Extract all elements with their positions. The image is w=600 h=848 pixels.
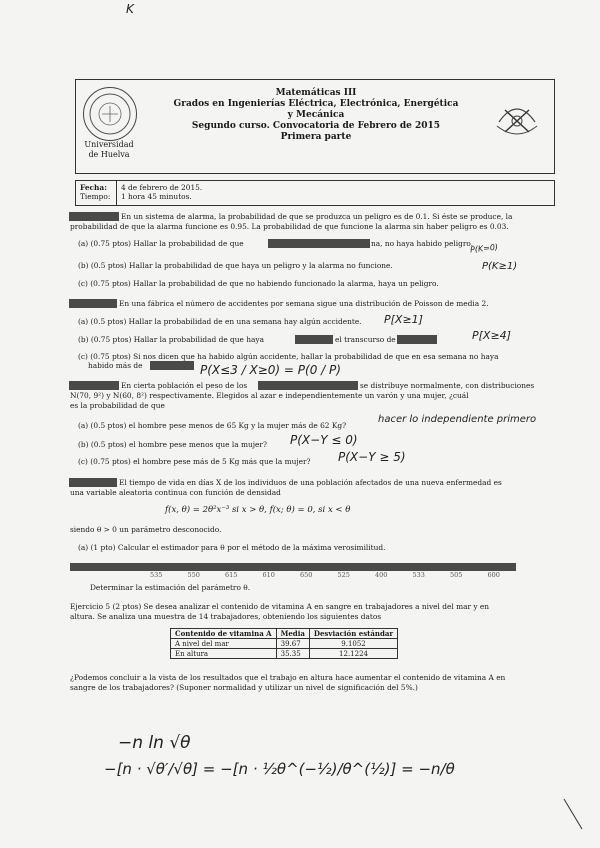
ex5-question-2: sangre de los trabajadores? (Suponer normalidad y utilizar un nivel de significación del 5%.) [70, 683, 418, 692]
redaction [295, 335, 333, 344]
handwritten-note: P(K≥1) [482, 261, 518, 272]
header-title: Matemáticas III Grados en Ingenierías Eléctrica, Electrónica, Energética y Mecánica Segundo curso. Convocatoria de Febrero de 2015 Primera parte [173, 88, 459, 142]
handwritten-note: P(X−Y ≤ 0) [290, 433, 358, 447]
ex1-a-end: na, no haya habido peligro. [371, 239, 474, 248]
ex5-intro: Ejercicio 5 (2 ptos) Se desea analizar el contenido de vitamina A en sangre en trabajadores a nivel del mar y en [70, 602, 490, 611]
tiempo-label: Tiempo: [80, 192, 111, 201]
handwritten-note: P(X−Y ≥ 5) [338, 450, 406, 464]
redaction [69, 212, 119, 221]
university-name: Universidad de Huelva [84, 140, 134, 159]
ex3-intro-3: N(70, 9²) y N(60, 8²) respectivamente. Elegidos al azar e independientemente un varón y una mujer, ¿cuál [70, 391, 469, 400]
redaction [69, 299, 117, 308]
ex4-siendo: siendo θ > 0 un parámetro desconocido. [70, 525, 222, 534]
ex3-b: (b) (0.5 ptos) el hombre pese menos que la mujer? [78, 440, 267, 449]
handwritten-note: P(K=0) [469, 242, 499, 255]
fecha-label: Fecha: [80, 183, 107, 192]
ex2-c-2: habido más de [88, 361, 143, 370]
top-scribble: K [126, 2, 134, 16]
handwritten-note: P[X≥4] [472, 329, 511, 342]
ex1-c: (c) (0.75 ptos) Hallar la probabilidad de que no habiendo funcionado la alarma, haya un peligro. [78, 279, 439, 288]
ex3-c: (c) (0.75 ptos) el hombre pese más de 5 Kg más que la mujer? [78, 457, 311, 466]
ex4-a: (a) (1 pto) Calcular el estimador para θ por el método de la máxima verosimilitud. [78, 543, 386, 552]
ex3-intro-4: es la probabilidad de que [70, 401, 165, 410]
redaction [150, 361, 194, 370]
ex1-b: (b) (0.5 ptos) Hallar la probabilidad de que haya un peligro y la alarma no funcione. [78, 261, 393, 270]
university-seal-icon [83, 87, 137, 141]
ex1-intro-2: probabilidad de que la alarma funcione es 0.95. La probabilidad de que funcione la alarma sin haber peligro es 0.03. [70, 222, 509, 231]
ex3-a: (a) (0.5 ptos) el hombre pese menos de 65 Kg y la mujer más de 62 Kg? [78, 421, 347, 430]
redaction [258, 381, 358, 390]
ex2-a: (a) (0.5 ptos) Hallar la probabilidad de en una semana hay algún accidente. [78, 317, 362, 326]
ex4-determine: Determinar la estimación del parámetro θ. [90, 583, 251, 592]
ex3-intro: En cierta población el peso de los [121, 381, 248, 390]
exam-header [75, 79, 555, 174]
vitamin-table: Contenido de vitamina A Media Desviación estándar A nivel del mar 39.67 9.1052 En altura 35.35 12.1224 [170, 628, 398, 659]
redaction [397, 335, 437, 344]
sample-values: 535 550 615 610 650 525 400 533 505 600 [150, 571, 500, 579]
ex2-intro: En una fábrica el número de accidentes por semana sigue una distribución de Poisson de media 2. [119, 299, 489, 308]
redaction [69, 478, 117, 487]
handwritten-note: P(X≤3 / X≥0) = P(0 / P) [200, 363, 341, 377]
exam-meta [75, 180, 555, 206]
ex4-intro: El tiempo de vida en días X de los individuos de una población afectados de una nueva enfermedad es [119, 478, 502, 487]
ex2-b: (b) (0.75 ptos) Hallar la probabilidad de que haya [78, 335, 265, 344]
ex5-question: ¿Podemos concluir a la vista de los resultados que el trabajo en altura hace aumentar el contenido de vitamina A en [70, 673, 506, 682]
ex1-a: (a) (0.75 ptos) Hallar la probabilidad de que [78, 239, 244, 248]
handwritten-note: P[X≥1] [384, 313, 423, 326]
handwritten-math: −[n · √θ′/√θ] = −[n · ½θ^(−½)/θ^(½)] = −n/θ [104, 760, 455, 778]
handwritten-note: hacer lo independiente primero [378, 414, 537, 425]
ex5-intro-2: altura. Se analiza una muestra de 14 trabajadores, obteniendo los siguientes datos [70, 612, 382, 621]
tiempo-value: 1 hora 45 minutos. [121, 192, 192, 201]
pen-stroke-icon [560, 795, 590, 835]
faculty-crest-icon [491, 92, 543, 144]
ex3-intro-2: se distribuye normalmente, con distribuciones [360, 381, 535, 390]
handwritten-math: −n ln √θ [118, 733, 191, 753]
ex1-intro: En un sistema de alarma, la probabilidad de que se produzca un peligro es de 0.1. Si éste se produce, la [121, 212, 513, 221]
ex4-intro-2: una variable aleatoria continua con función de densidad [70, 488, 281, 497]
density-formula: f(x, θ) = 2θ²x⁻³ si x > θ, f(x; θ) = 0, si x < θ [165, 505, 351, 515]
redaction [70, 563, 516, 571]
ex2-b-end: el transcurso de [335, 335, 396, 344]
ex2-c: (c) (0.75 ptos) Si nos dicen que ha habido algún accidente, hallar la probabilidad de que en esa semana no haya [78, 352, 499, 361]
fecha-value: 4 de febrero de 2015. [121, 183, 203, 192]
redaction [69, 381, 119, 390]
